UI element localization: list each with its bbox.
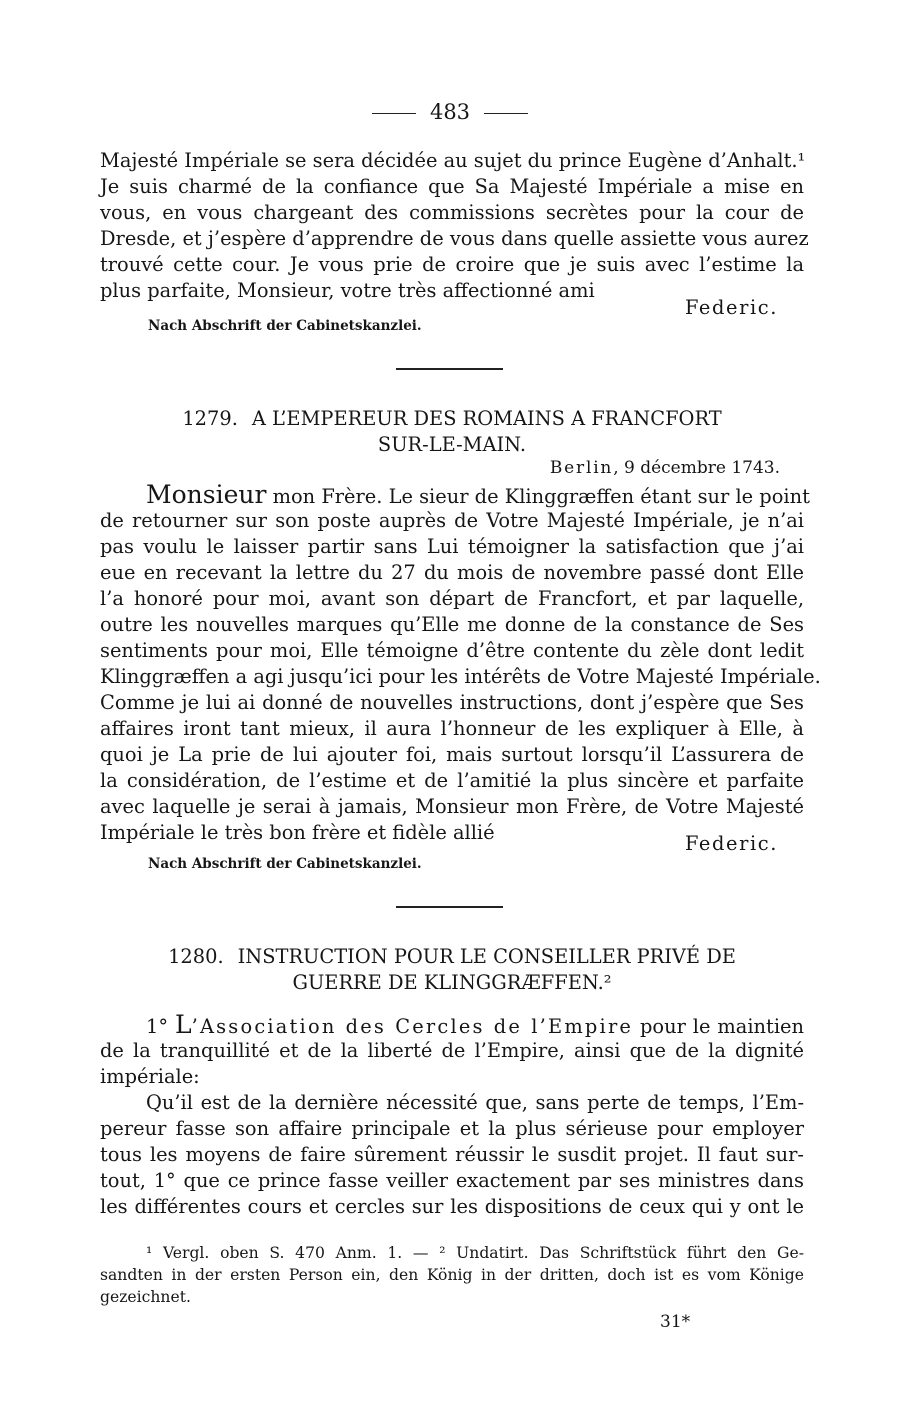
- letter-number: 1280.: [168, 945, 224, 968]
- header-dash-right: [484, 113, 528, 114]
- text-line: pereur fasse son affaire principale et la plus sérieuse pour employer: [100, 1117, 804, 1140]
- page-number: 483: [429, 100, 471, 124]
- text-line: quoi je La prie de lui ajouter foi, mais surtout lorsqu’il L’assurera de: [100, 743, 804, 766]
- footnote-line: sandten in der ersten Person ein, den König in der dritten, doch ist es vom Könige: [100, 1266, 804, 1284]
- page-header: [0, 100, 900, 124]
- text-line: plus parfaite, Monsieur, votre très affectionné ami: [100, 279, 595, 302]
- text-line: Je suis charmé de la confiance que Sa Majesté Impériale a mise en: [100, 175, 804, 198]
- dateline: [550, 458, 780, 478]
- title-line: A L’EMPEREUR DES ROMAINS A FRANCFORT: [251, 407, 722, 430]
- opening-rest: mon Frère. Le sieur de Klinggræffen étant sur le point: [266, 485, 810, 508]
- text-line: de la tranquillité et de la liberté de l’Empire, ainsi que de la dignité: [100, 1039, 804, 1062]
- header-dash-left: [372, 113, 416, 114]
- text-line: pas voulu le laisser partir sans Lui témoigner la satisfaction que j’ai: [100, 535, 804, 558]
- letter-1279-body: [100, 480, 821, 846]
- text-line: vous, en vous chargeant des commissions secrètes pour la cour de: [100, 201, 804, 224]
- text-line: l’a honoré pour moi, avant son départ de Francfort, et par laquelle,: [100, 587, 804, 610]
- section-divider: [396, 906, 503, 908]
- text-line: de retourner sur son poste auprès de Votre Majesté Impériale, je n’ai: [100, 509, 804, 532]
- title-line: GUERRE DE KLINGGRÆFFEN.²: [292, 971, 612, 994]
- signature-mark: 31*: [660, 1312, 691, 1332]
- text-line: [100, 480, 810, 509]
- text-line: avec laquelle je serai à jamais, Monsieur mon Frère, de Votre Majesté: [100, 795, 804, 818]
- text-line: tous les moyens de faire sûrement réussir le susdit projet. Il faut sur-: [100, 1143, 804, 1166]
- source-note: Nach Abschrift der Cabinetskanzlei.: [148, 318, 422, 334]
- title-line: SUR-LE-MAIN.: [377, 433, 527, 456]
- text-line: la considération, de l’estime et de l’amitié la plus sincère et parfaite: [100, 769, 804, 792]
- text-line: sentiments pour moi, Elle témoigne d’être contente du zèle dont ledit: [100, 639, 804, 662]
- text-line: [100, 1012, 804, 1038]
- text-line: impériale:: [100, 1065, 200, 1088]
- title-line: INSTRUCTION POUR LE CONSEILLER PRIVÉ DE: [237, 945, 736, 968]
- date-place: Berlin: [549, 458, 614, 478]
- spaced-heading: ’Association des Cercles de l’Empire: [191, 1015, 634, 1038]
- footnote-line: ¹ Vergl. oben S. 470 Anm. 1. — ² Undatirt. Das Schriftstück führt den Ge-: [146, 1244, 804, 1262]
- footnote-line: gezeichnet.: [100, 1288, 191, 1306]
- text-line: Comme je lui ai donné de nouvelles instructions, dont j’espère que Ses: [100, 691, 804, 714]
- text-line: trouvé cette cour. Je vous prie de croire que je suis avec l’estime la: [100, 253, 804, 276]
- doc-1280-body: [100, 1012, 804, 1220]
- text-line: Dresde, et j’espère d’apprendre de vous dans quelle assiette vous aurez: [100, 227, 809, 250]
- date-rest: , 9 décembre 1743.: [613, 458, 780, 478]
- letter-1279-title: [100, 406, 804, 458]
- text-line: Impériale le très bon frère et fidèle allié: [100, 821, 495, 844]
- text-line: les différentes cours et cercles sur les dispositions de ceux qui y ont le: [100, 1195, 804, 1218]
- text-line: Klinggræffen a agi jusqu’ici pour les intérêts de Votre Majesté Impériale.: [100, 665, 821, 688]
- text-line: Majesté Impériale se sera décidée au sujet du prince Eugène d’Anhalt.¹: [100, 149, 806, 172]
- opening-word: Monsieur: [146, 480, 267, 509]
- item-number: 1°: [146, 1015, 169, 1038]
- text-line: Qu’il est de la dernière nécessité que, sans perte de temps, l’Em-: [146, 1091, 804, 1114]
- source-note: Nach Abschrift der Cabinetskanzlei.: [148, 856, 422, 872]
- signature: Federic.: [684, 296, 778, 319]
- text-line: tout, 1° que ce prince fasse veiller exactement par ses ministres dans: [100, 1169, 804, 1192]
- opening-rest: pour le maintien: [633, 1015, 804, 1038]
- text-line: affaires iront tant mieux, il aura l’honneur de les expliquer à Elle, à: [100, 717, 804, 740]
- text-line: outre les nouvelles marques qu’Elle me donne de la constance de Ses: [100, 613, 804, 636]
- footnotes: [100, 1242, 804, 1308]
- signature: Federic.: [684, 832, 778, 855]
- text-line: eue en recevant la lettre du 27 du mois de novembre passé dont Elle: [100, 561, 804, 584]
- doc-1280-title: [100, 944, 804, 996]
- opening-letter: L: [174, 1010, 192, 1039]
- section-divider: [396, 368, 503, 370]
- letter-1277-body: [100, 148, 809, 304]
- letter-number: 1279.: [182, 407, 238, 430]
